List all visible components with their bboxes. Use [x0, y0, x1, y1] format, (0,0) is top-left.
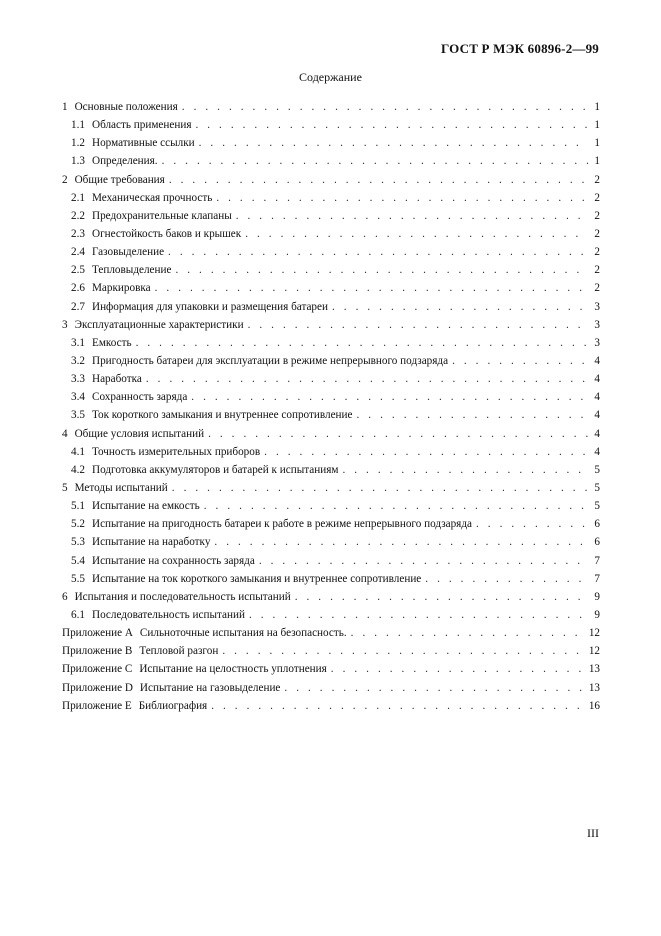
- toc-entry: [62, 352, 600, 370]
- toc-entry-page: 2: [594, 246, 600, 259]
- toc-entry-number: 2.1: [71, 191, 85, 204]
- dot-leader: [216, 189, 588, 207]
- toc-entry-page: 6: [594, 536, 600, 549]
- dot-leader: [169, 171, 588, 189]
- toc-entry-page: 3: [594, 336, 600, 349]
- dot-leader: [259, 552, 588, 570]
- dot-leader: [146, 370, 588, 388]
- toc-entry-page: 5: [594, 500, 600, 513]
- toc-entry-number: Приложение А: [62, 627, 133, 640]
- toc-entry-page: 6: [594, 518, 600, 531]
- toc-entry-page: 9: [594, 590, 600, 603]
- toc-entry-label: Общие требования: [74, 173, 165, 186]
- toc-entry-page: 2: [594, 173, 600, 186]
- toc-entry-page: 5: [594, 481, 600, 494]
- toc-entry-label: Эксплуатационные характеристики: [74, 318, 244, 331]
- dot-leader: [351, 624, 585, 642]
- toc-entry: [62, 443, 600, 461]
- toc-entry-label: Определения.: [91, 155, 158, 168]
- dot-leader: [284, 679, 584, 697]
- table-of-contents: [62, 98, 600, 715]
- toc-entry-number: 3.4: [71, 391, 85, 404]
- toc-entry-label: Тепловыделение: [91, 264, 172, 277]
- toc-entry: [62, 479, 600, 497]
- toc-entry-label: Емкость: [91, 336, 132, 349]
- toc-entry: [62, 588, 600, 606]
- dot-leader: [208, 425, 588, 443]
- toc-entry-label: Ток короткого замыкания и внутреннее сопротивление: [91, 409, 353, 422]
- toc-entry: [62, 388, 600, 406]
- toc-entry-label: Последовательность испытаний: [91, 608, 245, 621]
- toc-entry-number: 1.1: [71, 119, 85, 132]
- toc-entry-page: 3: [594, 318, 600, 331]
- toc-entry: [62, 425, 600, 443]
- dot-leader: [249, 606, 588, 624]
- toc-entry-label: Испытание на газовыделение: [139, 681, 281, 694]
- toc-entry: [62, 515, 600, 533]
- toc-entry-label: Методы испытаний: [74, 481, 168, 494]
- toc-entry: [62, 660, 600, 678]
- toc-entry-label: Область применения: [91, 119, 192, 132]
- toc-entry: [62, 570, 600, 588]
- toc-entry: [62, 225, 600, 243]
- toc-entry-label: Механическая прочность: [91, 191, 213, 204]
- dot-leader: [175, 261, 588, 279]
- dot-leader: [162, 152, 588, 170]
- toc-entry-number: Приложение В: [62, 645, 133, 658]
- toc-entry-page: 5: [594, 463, 600, 476]
- toc-entry-number: 3.2: [71, 354, 85, 367]
- toc-entry-number: Приложение С: [62, 663, 133, 676]
- dot-leader: [248, 316, 588, 334]
- toc-entry: [62, 207, 600, 225]
- toc-entry-page: 2: [594, 282, 600, 295]
- toc-entry: [62, 316, 600, 334]
- toc-entry-label: Общие условия испытаний: [74, 427, 205, 440]
- toc-entry-number: 5.4: [71, 554, 85, 567]
- toc-entry-page: 7: [594, 554, 600, 567]
- toc-entry: [62, 697, 600, 715]
- toc-entry-number: 3.3: [71, 373, 85, 386]
- dot-leader: [332, 298, 588, 316]
- toc-entry-label: Испытания и последовательность испытаний: [74, 590, 291, 603]
- toc-entry-label: Основные положения: [74, 101, 178, 113]
- toc-entry: [62, 189, 600, 207]
- toc-entry: [62, 98, 600, 116]
- toc-entry-page: 2: [594, 264, 600, 277]
- dot-leader: [331, 660, 585, 678]
- toc-entry: [62, 298, 600, 316]
- document-code: ГОСТ Р МЭК 60896-2—99: [440, 41, 599, 56]
- dot-leader: [172, 479, 588, 497]
- toc-entry-page: 4: [594, 391, 600, 404]
- toc-entry-number: 2.5: [71, 264, 85, 277]
- toc-entry-label: Информация для упаковки и размещения батареи: [91, 300, 328, 313]
- toc-entry-label: Маркировка: [91, 282, 151, 295]
- toc-title: Содержание: [299, 70, 362, 84]
- dot-leader: [182, 98, 588, 116]
- toc-entry-page: 3: [594, 300, 600, 313]
- toc-entry: [62, 606, 600, 624]
- toc-entry-number: 3.1: [71, 336, 85, 349]
- toc-entry: [62, 533, 600, 551]
- dot-leader: [211, 697, 585, 715]
- toc-entry-label: Библиография: [138, 699, 208, 712]
- toc-entry: [62, 261, 600, 279]
- dot-leader: [204, 497, 588, 515]
- toc-entry-label: Точность измерительных приборов: [91, 445, 261, 458]
- toc-entry-page: 4: [594, 427, 600, 440]
- toc-entry-page: 1: [594, 101, 600, 113]
- toc-entry-page: 13: [588, 663, 600, 676]
- toc-entry-page: 9: [594, 608, 600, 621]
- toc-entry-label: Испытание на пригодность батареи к работе в режиме непрерывного подзаряда: [91, 518, 472, 531]
- dot-leader: [191, 388, 588, 406]
- toc-entry-label: Наработка: [91, 373, 142, 386]
- toc-entry-page: 4: [594, 445, 600, 458]
- toc-entry-page: 1: [594, 155, 600, 168]
- dot-leader: [476, 515, 588, 533]
- toc-entry-label: Испытание на целостность уплотнения: [139, 663, 327, 676]
- toc-entry-page: 4: [594, 373, 600, 386]
- dot-leader: [245, 225, 588, 243]
- toc-entry-label: Газовыделение: [91, 246, 165, 259]
- toc-entry-number: 1.2: [71, 137, 85, 150]
- toc-entry-number: 1.3: [71, 155, 85, 168]
- toc-entry-number: Приложение Е: [62, 699, 132, 712]
- toc-entry: [62, 116, 600, 134]
- toc-entry-number: 2.4: [71, 246, 85, 259]
- page-number: III: [587, 826, 599, 840]
- toc-entry: [62, 171, 600, 189]
- toc-entry-label: Испытание на наработку: [91, 536, 211, 549]
- toc-entry-number: 5.3: [71, 536, 85, 549]
- toc-entry-page: 2: [594, 191, 600, 204]
- toc-entry: [62, 134, 600, 152]
- toc-entry-number: 2.3: [71, 227, 85, 240]
- dot-leader: [222, 642, 585, 660]
- toc-entry: [62, 152, 600, 170]
- toc-entry-page: 7: [594, 572, 600, 585]
- toc-entry: [62, 461, 600, 479]
- toc-entry-number: 5: [62, 481, 68, 494]
- toc-entry: [62, 497, 600, 515]
- dot-leader: [199, 134, 588, 152]
- toc-entry-page: 16: [588, 699, 600, 712]
- toc-entry-number: 5.5: [71, 572, 85, 585]
- toc-entry: [62, 334, 600, 352]
- toc-entry-label: Подготовка аккумуляторов и батарей к испытаниям: [91, 463, 339, 476]
- toc-entry-label: Сильноточные испытания на безопасность.: [139, 627, 347, 640]
- toc-entry-number: 2.2: [71, 209, 85, 222]
- toc-entry-number: 6.1: [71, 608, 85, 621]
- dot-leader: [214, 533, 588, 551]
- toc-entry: [62, 243, 600, 261]
- toc-entry-number: 5.2: [71, 518, 85, 531]
- toc-entry: [62, 406, 600, 424]
- toc-entry-label: Пригодность батареи для эксплуатации в режиме непрерывного подзаряда: [91, 354, 449, 367]
- toc-entry-label: Нормативные ссылки: [91, 137, 195, 150]
- toc-entry-page: 2: [594, 209, 600, 222]
- toc-entry-page: 2: [594, 227, 600, 240]
- dot-leader: [168, 243, 588, 261]
- dot-leader: [342, 461, 588, 479]
- dot-leader: [236, 207, 588, 225]
- dot-leader: [295, 588, 588, 606]
- toc-entry-number: 6: [62, 590, 68, 603]
- toc-entry-page: 1: [594, 137, 600, 150]
- toc-entry-number: 4.2: [71, 463, 85, 476]
- toc-entry-page: 4: [594, 409, 600, 422]
- toc-entry-number: 2: [62, 173, 68, 186]
- toc-entry-label: Огнестойкость баков и крышек: [91, 227, 242, 240]
- dot-leader: [425, 570, 588, 588]
- toc-entry-number: 2.7: [71, 300, 85, 313]
- toc-entry-label: Тепловой разгон: [139, 645, 219, 658]
- toc-entry-page: 13: [588, 681, 600, 694]
- dot-leader: [136, 334, 588, 352]
- toc-entry-page: 4: [594, 354, 600, 367]
- toc-entry-number: 1: [62, 101, 68, 113]
- toc-entry-number: 4.1: [71, 445, 85, 458]
- dot-leader: [195, 116, 588, 134]
- toc-entry-number: 3: [62, 318, 68, 331]
- toc-entry: [62, 370, 600, 388]
- toc-entry: [62, 624, 600, 642]
- toc-entry-number: 3.5: [71, 409, 85, 422]
- toc-entry: [62, 552, 600, 570]
- dot-leader: [155, 279, 588, 297]
- toc-entry: [62, 679, 600, 697]
- toc-entry-page: 12: [588, 627, 600, 640]
- toc-entry-label: Испытание на ток короткого замыкания и внутреннее сопротивление: [91, 572, 422, 585]
- toc-entry-page: 12: [588, 645, 600, 658]
- toc-entry-number: Приложение D: [62, 681, 133, 694]
- dot-leader: [264, 443, 588, 461]
- toc-entry-label: Предохранительные клапаны: [91, 209, 232, 222]
- toc-entry-number: 4: [62, 427, 68, 440]
- dot-leader: [357, 406, 588, 424]
- toc-entry-page: 1: [594, 119, 600, 132]
- dot-leader: [452, 352, 588, 370]
- toc-entry-label: Сохранность заряда: [91, 391, 188, 404]
- toc-entry-number: 2.6: [71, 282, 85, 295]
- toc-entry-label: Испытание на емкость: [91, 500, 200, 513]
- toc-entry-number: 5.1: [71, 500, 85, 513]
- toc-entry: [62, 279, 600, 297]
- toc-entry: [62, 642, 600, 660]
- toc-entry-label: Испытание на сохранность заряда: [91, 554, 255, 567]
